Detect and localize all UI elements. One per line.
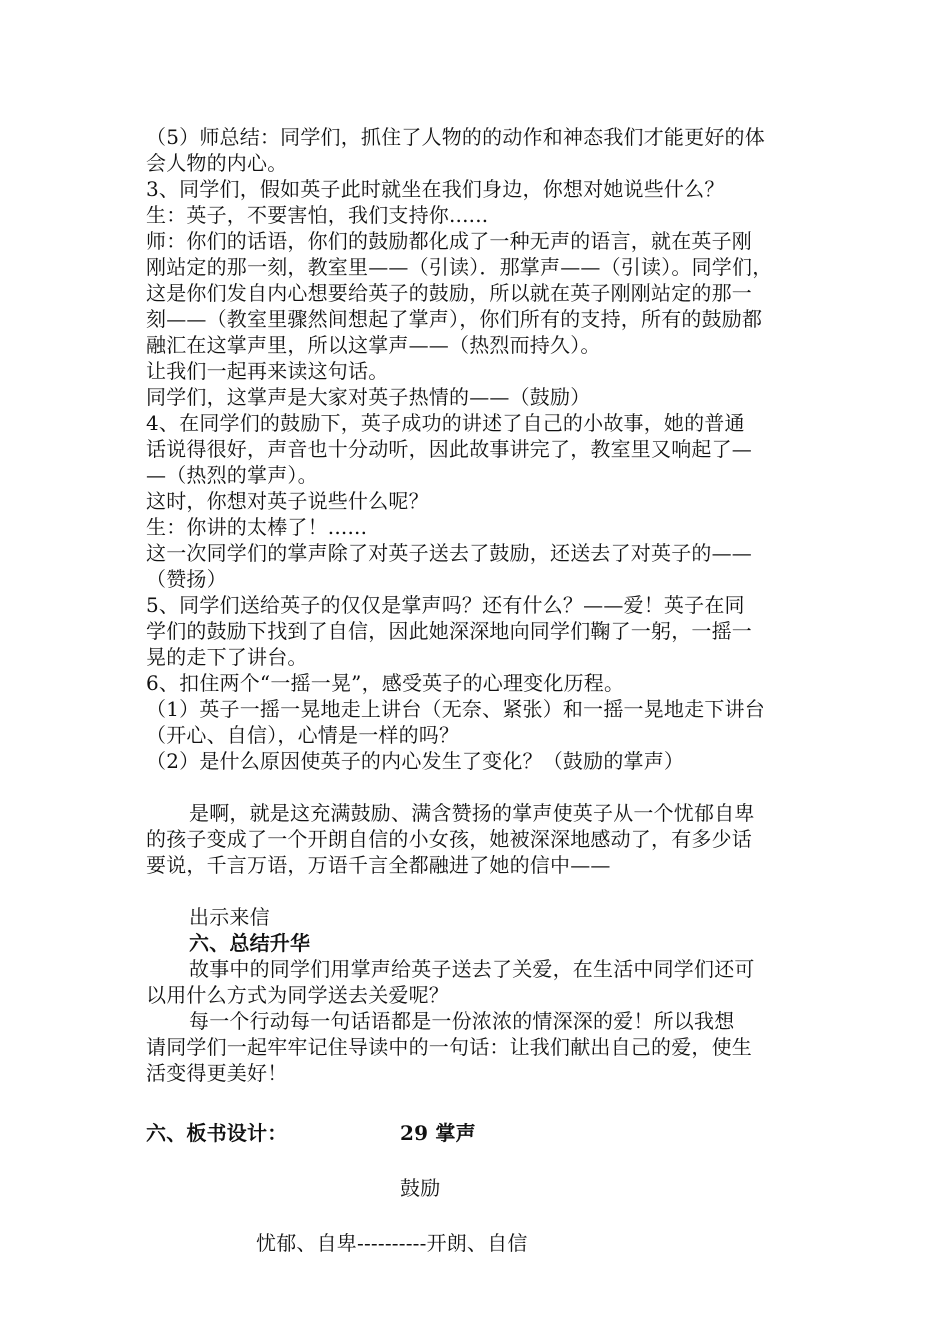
- text-line: 让我们一起再来读这句话。: [146, 359, 389, 383]
- text-line: 请同学们一起牢牢记住导读中的一句话：让我们献出自己的爱，使生: [146, 1035, 752, 1059]
- board-center-word: 鼓励: [400, 1176, 441, 1200]
- board-heading: 六、板书设计：: [146, 1121, 288, 1145]
- text-line: 6、扣住两个“一摇一晃”，感受英子的心理变化历程。: [146, 671, 625, 695]
- summary-line: 要说，千言万语，万语千言全都融进了她的信中——: [146, 853, 611, 877]
- summary-line: 是啊，就是这充满鼓励、满含赞扬的掌声使英子从一个忧郁自卑: [189, 801, 755, 825]
- text-line: 刻——（教室里骤然间想起了掌声），你们所有的支持，所有的鼓励都: [146, 307, 763, 331]
- text-line: 5、同学们送给英子的仅仅是掌声吗？还有什么？——爱！英子在同: [146, 593, 745, 617]
- text-line: 这时，你想对英子说些什么呢？: [146, 489, 429, 513]
- text-line: 学们的鼓励下找到了自信，因此她深深地向同学们鞠了一躬，一摇一: [146, 619, 752, 643]
- text-line: 活变得更美好！: [146, 1061, 288, 1085]
- text-line: （2）是什么原因使英子的内心发生了变化？（鼓励的掌声）: [146, 749, 685, 773]
- text-line: 3、同学们，假如英子此时就坐在我们身边，你想对她说些什么？: [146, 177, 725, 201]
- text-line: （赞扬）: [146, 567, 227, 591]
- board-title: 29 掌声: [400, 1121, 476, 1145]
- section-heading: 六、总结升华: [189, 931, 311, 955]
- board-contrast-line: 忧郁、自卑----------开朗、自信: [256, 1231, 528, 1255]
- text-line: （开心、自信），心情是一样的吗？: [146, 723, 460, 747]
- text-line: 师：你们的话语，你们的鼓励都化成了一种无声的语言，就在英子刚: [146, 229, 752, 253]
- summary-line: 的孩子变成了一个开朗自信的小女孩，她被深深地感动了，有多少话: [146, 827, 752, 851]
- text-line: 融汇在这掌声里，所以这掌声——（热烈而持久）。: [146, 333, 601, 357]
- text-line: （1）英子一摇一晃地走上讲台（无奈、紧张）和一摇一晃地走下讲台: [146, 697, 765, 721]
- text-line: （5）师总结：同学们，抓住了人物的的动作和神态我们才能更好的体: [146, 125, 765, 149]
- text-line: 生：你讲的太棒了！......: [146, 515, 368, 539]
- text-line: 这一次同学们的掌声除了对英子送去了鼓励，还送去了对英子的——: [146, 541, 752, 565]
- text-line: 同学们，这掌声是大家对英子热情的——（鼓励）: [146, 385, 591, 409]
- text-line: 会人物的内心。: [146, 151, 288, 175]
- text-line: —（热烈的掌声）。: [146, 463, 318, 487]
- text-line: 4、在同学们的鼓励下，英子成功的讲述了自己的小故事，她的普通: [146, 411, 745, 435]
- text-line: 这是你们发自内心想要给英子的鼓励，所以就在英子刚刚站定的那一: [146, 281, 752, 305]
- show-letter-line: 出示来信: [189, 905, 270, 929]
- text-line: 每一个行动每一句话语都是一份浓浓的情深深的爱！所以我想: [189, 1009, 735, 1033]
- text-line: 生：英子，不要害怕，我们支持你......: [146, 203, 489, 227]
- text-line: 故事中的同学们用掌声给英子送去了关爱，在生活中同学们还可: [189, 957, 755, 981]
- text-line: 话说得很好，声音也十分动听，因此故事讲完了，教室里又响起了—: [146, 437, 752, 461]
- text-line: 刚站定的那一刻，教室里——（引读）．那掌声——（引读）。同学们，: [146, 255, 773, 279]
- text-line: 晃的走下了讲台。: [146, 645, 308, 669]
- text-line: 以用什么方式为同学送去关爱呢？: [146, 983, 449, 1007]
